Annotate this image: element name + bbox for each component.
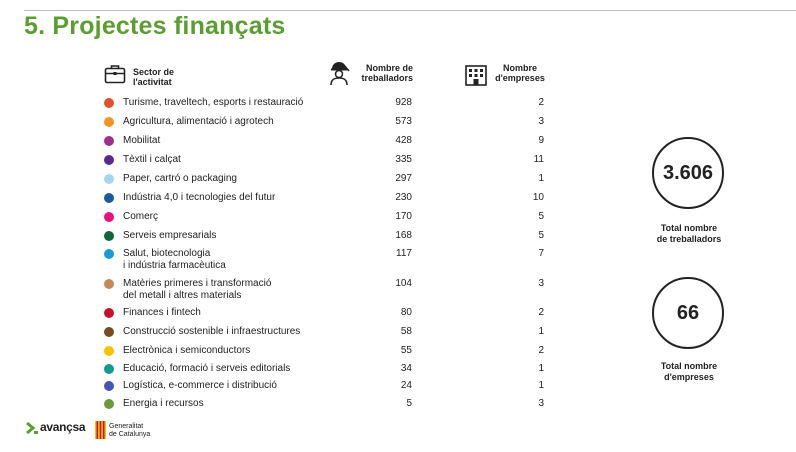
header-companies (494, 63, 546, 83)
sector-name (123, 230, 338, 242)
sector-color-dot (104, 249, 114, 259)
sector-color-dot (104, 279, 114, 289)
sector-name (123, 135, 338, 147)
workers-count: 80 (400, 307, 412, 318)
workers-count: 117 (396, 248, 412, 259)
avancem-wordmark: avançsa (40, 420, 86, 434)
total-companies-label-line1: Total nombre (660, 361, 718, 371)
companies-count: 2 (538, 345, 544, 356)
avancem-logo (25, 420, 91, 444)
workers-count: 573 (395, 116, 412, 127)
workers-count: 335 (395, 154, 412, 165)
companies-count: 3 (538, 278, 544, 289)
sector-color-dot (104, 399, 114, 409)
sector-name (123, 173, 338, 185)
workers-count: 55 (400, 345, 412, 356)
sector-name (123, 116, 338, 128)
sector-name-line: Indústria 4,0 i tecnologies del futur (123, 192, 276, 203)
workers-count: 230 (395, 192, 412, 203)
sector-color-dot (104, 155, 114, 165)
sector-color-dot (104, 364, 114, 374)
sector-name-line: Educació, formació i serveis editorials (123, 363, 291, 374)
sector-name-line: Agricultura, alimentació i agrotech (123, 116, 274, 127)
sector-name (123, 97, 338, 109)
sector-name (123, 248, 338, 272)
sector-name-line: Serveis empresarials (123, 230, 217, 241)
companies-count: 3 (538, 398, 544, 409)
sector-color-dot (104, 231, 114, 241)
sector-color-dot (104, 193, 114, 203)
sector-name-line: Paper, cartró o packaging (123, 173, 237, 184)
companies-count: 2 (538, 307, 544, 318)
sector-color-dot (104, 174, 114, 184)
briefcase-icon (104, 63, 126, 85)
workers-count: 170 (395, 211, 412, 222)
total-workers-label-line1: Total nombre (660, 223, 718, 233)
companies-count: 7 (538, 248, 544, 259)
total-workers-circle (652, 137, 724, 209)
sector-name-line: Turisme, traveltech, esports i restauració (123, 97, 304, 108)
sector-color-dot (104, 117, 114, 127)
workers-count: 104 (395, 278, 412, 289)
companies-count: 1 (538, 173, 544, 184)
total-companies-value: 66 (676, 301, 700, 324)
sector-color-dot (104, 327, 114, 337)
total-companies-circle (652, 277, 724, 349)
workers-count: 58 (400, 326, 412, 337)
header-sector-line1: Sector de (133, 67, 175, 77)
sector-name-line: Mobilitat (123, 135, 161, 146)
total-workers-label (634, 223, 744, 245)
header-workers-line1: Nombre de (365, 63, 413, 73)
sector-name (123, 380, 338, 392)
sector-name-line: Electrònica i semiconductors (123, 345, 251, 356)
workers-count: 428 (395, 135, 412, 146)
generalitat-text-line1: Generalitat (109, 423, 144, 430)
sector-name-line: Logística, e-commerce i distribució (123, 380, 277, 391)
sector-name (123, 192, 338, 204)
sector-name (123, 345, 338, 357)
header-sector-line2: l'activitat (133, 77, 172, 87)
header-workers (355, 63, 413, 83)
sector-color-dot (104, 381, 114, 391)
top-divider (24, 10, 796, 11)
sector-color-dot (104, 346, 114, 356)
companies-count: 5 (538, 211, 544, 222)
total-workers-label-line2: de treballadors (656, 234, 722, 244)
header-sector (133, 67, 174, 87)
workers-count: 168 (395, 230, 412, 241)
sector-name-line: Matèries primeres i transformació (123, 278, 272, 289)
generalitat-text (109, 423, 150, 439)
companies-count: 10 (532, 192, 544, 203)
companies-count: 5 (538, 230, 544, 241)
companies-count: 1 (538, 380, 544, 391)
workers-count: 34 (400, 363, 412, 374)
generalitat-logo (95, 421, 155, 441)
total-companies-label-line2: d'empreses (664, 372, 714, 382)
total-companies-label (634, 361, 744, 383)
header-companies-line2: d'empreses (495, 73, 545, 83)
sector-color-dot (104, 212, 114, 222)
sector-color-dot (104, 308, 114, 318)
sector-name (123, 154, 338, 166)
sector-name (123, 398, 338, 410)
sector-name (123, 326, 338, 338)
companies-count: 2 (538, 97, 544, 108)
page-title: 5. Projectes finançats (24, 12, 286, 40)
sector-name (123, 363, 338, 375)
sector-color-dot (104, 136, 114, 146)
avancem-mark-icon (25, 421, 39, 435)
generalitat-text-line2: de Catalunya (109, 431, 151, 438)
companies-count: 11 (533, 154, 544, 165)
sector-name-line: Salut, biotecnologia (123, 248, 211, 259)
workers-count: 297 (395, 173, 412, 184)
workers-count: 928 (395, 97, 412, 108)
building-icon (464, 63, 488, 87)
sector-name-line: Finances i fintech (123, 307, 201, 318)
sector-name (123, 307, 338, 319)
sector-color-dot (104, 98, 114, 108)
header-workers-line2: treballadors (361, 73, 413, 83)
companies-count: 1 (538, 326, 544, 337)
generalitat-shield-icon (95, 421, 106, 439)
sector-name-line: i indústria farmacèutica (123, 260, 226, 271)
companies-count: 1 (538, 363, 544, 374)
total-workers-value: 3.606 (662, 161, 714, 184)
worker-icon (328, 60, 350, 86)
companies-count: 9 (538, 135, 544, 146)
companies-count: 3 (538, 116, 544, 127)
workers-count: 24 (400, 380, 412, 391)
sector-name-line: Energia i recursos (123, 398, 204, 409)
sector-name (123, 278, 338, 302)
sector-name (123, 211, 338, 223)
sector-name-line: del metall i altres materials (123, 290, 242, 301)
sector-name-line: Tèxtil i calçat (123, 154, 181, 165)
sector-name-line: Comerç (123, 211, 159, 222)
header-companies-line1: Nombre (502, 63, 537, 73)
sector-name-line: Construcció sostenible i infraestructures (123, 326, 301, 337)
workers-count: 5 (406, 398, 412, 409)
